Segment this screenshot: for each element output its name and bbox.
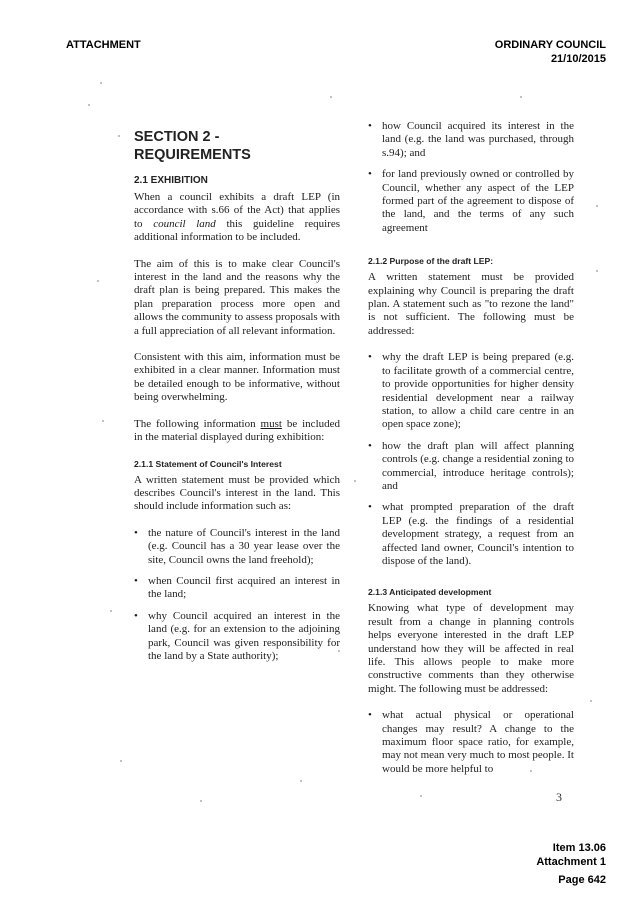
footer-page-number: Page 642	[558, 874, 606, 886]
paragraph-exhibition-intro-b: this guideline requires additional information to be included.	[134, 217, 340, 244]
list-item: • what prompted preparation of the draft LEP (e.g. the findings of a residential development strategy, a request from an affected land owner, Council's intention to dispose of the land).	[368, 501, 574, 568]
right-column	[368, 120, 574, 784]
paragraph-following-info	[134, 418, 340, 445]
header-meeting-label: ORDINARY COUNCIL	[494, 39, 606, 51]
scan-speck	[300, 780, 302, 782]
paragraph-aim: The aim of this is to make clear Council's interest in the land and the reasons why the draft plan is being prepared. This makes the plan preparation process more open and allows the community to assess proposals with a full appreciation of all relevant information.	[134, 257, 340, 337]
paragraph-exhibition-intro-a: When a council exhibits a draft LEP (in accordance with s.66 of the Act) that applies to	[134, 191, 340, 230]
list-item: • what actual physical or operational changes may result? A change to the maximum floor space ratio, for example, may not mean very much to most people. It would be more helpful to	[368, 709, 574, 776]
must-emphasis: must	[260, 417, 282, 430]
list-purpose	[368, 351, 574, 568]
paragraph-statement-of-interest: A written statement must be provided which describes Council's interest in the land. This should include information such as:	[134, 473, 340, 513]
list-item: • how the draft plan will affect planning controls (e.g. change a residential zoning to commercial, introduce heritage controls); and	[368, 440, 574, 494]
list-item: • why Council acquired an interest in the land (e.g. for an extension to the adjoining park, Council was given responsibility for the land by a State authority);	[134, 610, 340, 664]
section-title-line-2: REQUIREMENTS	[134, 147, 251, 163]
paragraph-consistent: Consistent with this aim, information must be exhibited in a clear manner. Information must be detailed enough to be informative, without being overwhelming.	[134, 351, 340, 404]
heading-purpose: 2.1.2 Purpose of the draft LEP:	[368, 256, 494, 267]
scan-speck	[97, 280, 99, 282]
scan-speck	[200, 800, 202, 802]
list-council-interest	[134, 527, 340, 664]
scan-speck	[88, 104, 90, 106]
scan-speck	[120, 760, 122, 762]
scan-speck	[338, 650, 340, 652]
footer-attachment-number: Attachment 1	[536, 856, 606, 868]
paragraph-following-info-b: be included in the material displayed during exhibition:	[134, 417, 341, 444]
left-column	[134, 124, 340, 671]
heading-statement-of-interest: 2.1.1 Statement of Council's Interest	[134, 458, 282, 469]
scan-speck	[110, 610, 112, 612]
header-attachment-label: ATTACHMENT	[66, 39, 141, 51]
paragraph-exhibition-intro	[134, 191, 340, 245]
scan-speck	[102, 420, 104, 422]
council-land-term: council land	[153, 217, 216, 230]
section-title-line-1: SECTION 2 -	[134, 129, 220, 145]
scan-speck	[118, 135, 120, 137]
footer-item-number: Item 13.06	[552, 842, 606, 854]
scan-speck	[100, 82, 102, 84]
scan-speck	[354, 480, 356, 482]
list-item: • when Council first acquired an interest in the land;	[134, 575, 340, 602]
scan-speck	[530, 770, 532, 772]
heading-anticipated-development: 2.1.3 Anticipated development	[368, 587, 492, 598]
list-council-interest-continued	[368, 120, 574, 235]
scan-speck	[330, 96, 332, 98]
scan-speck	[590, 700, 592, 702]
list-item: • why the draft LEP is being prepared (e.g. to facilitate growth of a commercial centre, to provide opportunities for higher density residential development near a railway station, to allow a child care centre in an open space zone);	[368, 351, 574, 431]
scan-speck	[596, 270, 598, 272]
scan-speck	[596, 205, 598, 207]
document-page-number: 3	[556, 790, 562, 804]
paragraph-following-info-a: The following information	[134, 417, 261, 430]
list-item: • for land previously owned or controlled by Council, whether any aspect of the LEP formed part of the agreement to dispose of the land, and the terms of any such agreement	[368, 168, 574, 235]
paragraph-anticipated-development: Knowing what type of development may result from a change in planning controls helps everyone interested in the draft LEP understand how they will be affected in real life. This allows people to make more constructive comments than they otherwise might. The following must be addressed:	[368, 602, 574, 695]
list-item: • how Council acquired its interest in the land (e.g. the land was purchased, through s.94); and	[368, 120, 574, 160]
list-anticipated-development	[368, 709, 574, 776]
paragraph-purpose: A written statement must be provided explaining why Council is preparing the draft plan. A statement such as "to rezone the land" is not sufficient. The following must be addressed:	[368, 271, 574, 337]
scan-speck	[520, 96, 522, 98]
section-title	[134, 128, 340, 164]
heading-exhibition: 2.1 EXHIBITION	[134, 175, 208, 186]
list-item: • the nature of Council's interest in the land (e.g. Council has a 30 year lease over the site, Council owns the land freehold);	[134, 527, 340, 567]
scan-speck	[420, 795, 422, 797]
header-meeting-date: 21/10/2015	[550, 53, 606, 65]
